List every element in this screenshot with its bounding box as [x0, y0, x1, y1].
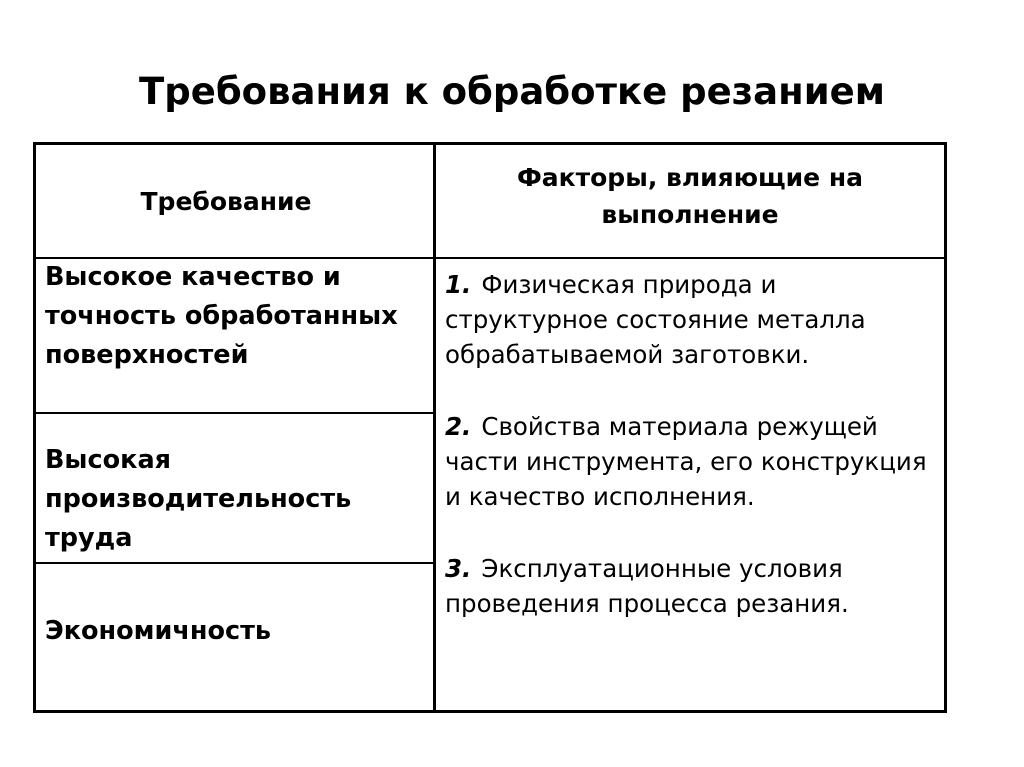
factor-item [445, 409, 940, 514]
requirement-quality: Высокое качество и точность обработанных поверхностей [45, 262, 398, 370]
factor-text: Свойства материала режущей части инструмента, его конструкция и качество исполнения. [445, 412, 927, 511]
factor-item [445, 551, 940, 621]
row-divider-1 [36, 412, 433, 414]
header-requirement: Требование [140, 186, 312, 216]
slide-title: Требования к обработке резанием [139, 70, 885, 113]
factor-number: 3. [445, 554, 472, 583]
header-factors: Факторы, влияющие на выполнение [517, 163, 863, 229]
factor-text: Физическая природа и структурное состояние металла обрабатываемой заготовки. [445, 270, 866, 369]
factor-number: 2. [445, 412, 472, 441]
requirement-productivity: Высокая производительность труда [45, 445, 352, 553]
row-divider-2 [36, 562, 433, 564]
factor-item [445, 267, 940, 372]
factors-list [445, 267, 940, 658]
requirements-table [33, 142, 947, 713]
requirement-economy: Экономичность [45, 616, 272, 646]
factor-number: 1. [445, 270, 472, 299]
factor-text: Эксплуатационные условия проведения процесса резания. [445, 554, 849, 618]
